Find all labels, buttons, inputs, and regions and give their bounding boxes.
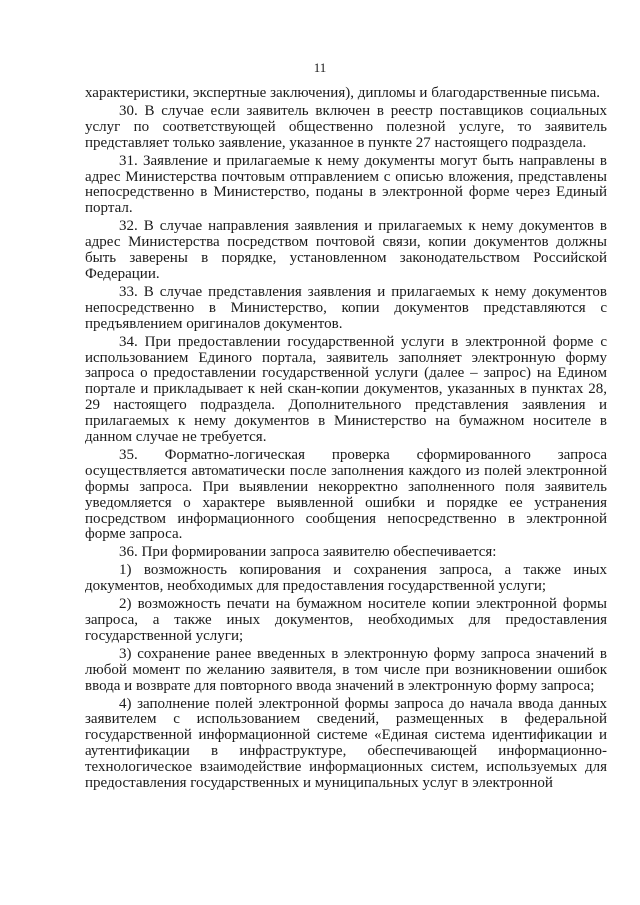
- paragraph-33: 33. В случае представления заявления и прилагаемых к нему документов непосредственно в Министерство, копии документов представляются с предъявлением оригиналов документов.: [85, 283, 607, 332]
- paragraph-36: 36. При формировании запроса заявителю обеспечивается:: [119, 544, 497, 561]
- paragraph-30: 30. В случае если заявитель включен в реестр поставщиков социальных услуг по соответствующей общественно полезной услуге, то заявитель представляет только заявление, указанное в пункте 27 настоящего подраздела.: [85, 102, 607, 151]
- list-item-2: 2) возможность печати на бумажном носителе копии электронной формы запроса, а также иных документов, необходимых для предоставления государственной услуги;: [85, 596, 607, 644]
- list-item-4: 4) заполнение полей электронной формы запроса до начала ввода данных заявителем с использованием сведений, размещенных в федеральной государственной информационной системе «Единая система идентификации и аутентификации в инфраструктуре, обеспечивающей информационно-технологическое взаимодействие информационных систем, используемых для предоставления государственных и муниципальных услуг в электронной: [85, 695, 607, 792]
- list-item-3: 3) сохранение ранее введенных в электронную форму запроса значений в любой момент по желанию заявителя, в том числе при возникновении ошибок ввода и возврате для повторного ввода значений в электронную форму запроса;: [85, 645, 607, 694]
- paragraph-32: 32. В случае направления заявления и прилагаемых к нему документов в адрес Министерства посредством почтовой связи, копии документов должны быть заверены в порядке, установленном законодательством Российской Федерации.: [85, 218, 607, 282]
- document-body: [85, 86, 607, 794]
- page-number: 11: [313, 60, 327, 75]
- paragraph-34: 34. При предоставлении государственной услуги в электронной форме с использованием Единого портала, заявитель заполняет электронную форму запроса о предоставлении государственной услуги (далее – запрос) на Едином портале и прикладывает к ней скан-копии документов, указанных в пунктах 28, 29 настоящего подраздела. Дополнительного представления заявления и прилагаемых к нему документов в Министерство на бумажном носителе в данном случае не требуется.: [85, 333, 607, 446]
- paragraph-35: 35. Форматно-логическая проверка сформированного запроса осуществляется автоматически после заполнения каждого из полей электронной формы запроса. При выявлении некорректно заполненного поля заявитель уведомляется о характере выявленной ошибки и порядке ее устранения посредством информационного сообщения непосредственно в электронной форме запроса.: [85, 446, 607, 543]
- paragraph-31: 31. Заявление и прилагаемые к нему документы могут быть направлены в адрес Министерства почтовым отправлением с описью вложения, представлены непосредственно в Министерство, поданы в электронной форме через Единый портал.: [85, 152, 607, 217]
- list-item-1: 1) возможность копирования и сохранения запроса, а также иных документов, необходимых для предоставления государственной услуги;: [85, 562, 607, 595]
- paragraph: характеристики, экспертные заключения), дипломы и благодарственные письма.: [85, 85, 600, 101]
